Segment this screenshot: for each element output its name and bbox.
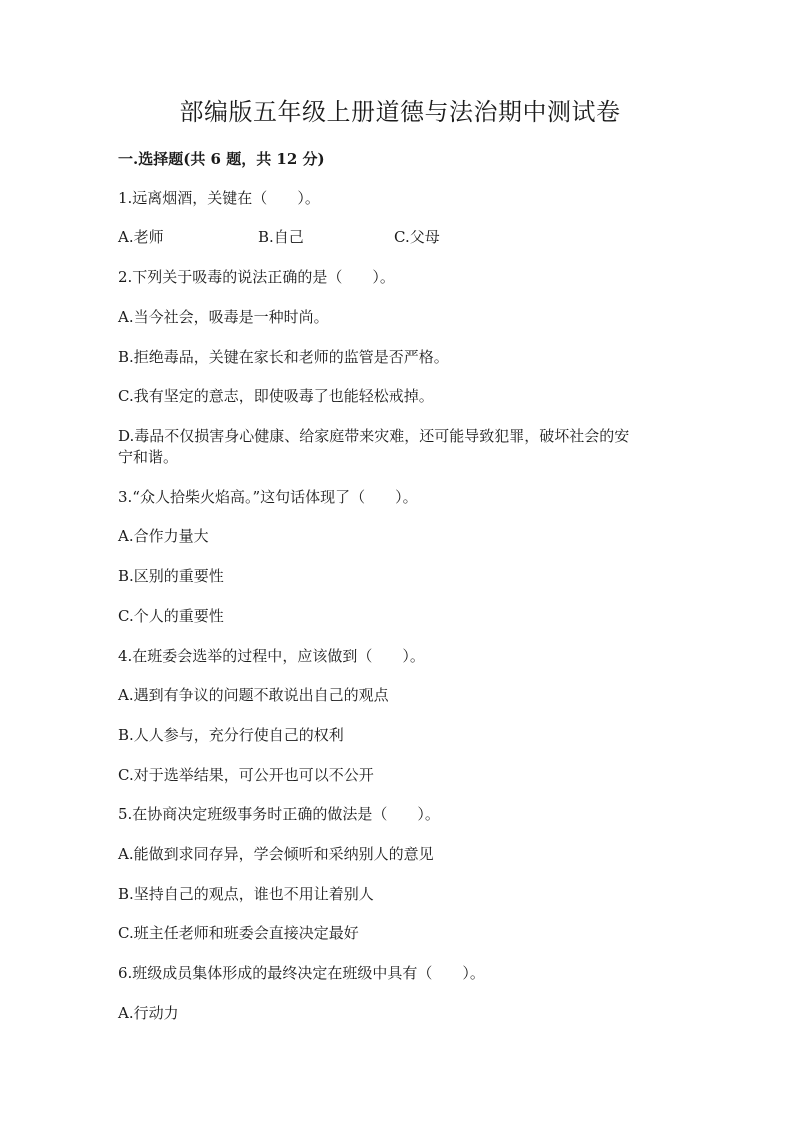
option-6-a: A.行动力 [118,1004,179,1022]
question-stem-4: 4.在班委会选举的过程中，应该做到（ ）。 [118,647,425,665]
option-2-b: B.拒绝毒品，关键在家长和老师的监管是否严格。 [118,348,449,366]
option-2-c: C.我有坚定的意志，即使吸毒了也能轻松戒掉。 [118,387,434,405]
option-1-a: A.老师 [118,228,164,246]
option-1-b: B.自己 [258,228,304,246]
option-4-b: B.人人参与，充分行使自己的权利 [118,726,344,744]
option-5-b: B.坚持自己的观点，谁也不用让着别人 [118,885,374,903]
option-3-a: A.合作力量大 [118,527,209,545]
section-heading: 一.选择题(共 6 题，共 12 分) [118,150,325,168]
option-4-a: A.遇到有争议的问题不敢说出自己的观点 [118,686,389,704]
page-title: 部编版五年级上册道德与法治期中测试卷 [179,98,621,126]
option-3-c: C.个人的重要性 [118,607,224,625]
question-stem-3: 3.“众人拾柴火焰高。”这句话体现了（ ）。 [118,488,418,506]
option-2-a: A.当今社会，吸毒是一种时尚。 [118,308,329,326]
option-4-c: C.对于选举结果，可公开也可以不公开 [118,766,374,784]
question-options-1 [118,226,678,248]
option-5-c: C.班主任老师和班委会直接决定最好 [118,924,359,942]
option-5-a: A.能做到求同存异，学会倾听和采纳别人的意见 [118,845,434,863]
option-3-b: B.区别的重要性 [118,567,224,585]
question-stem-2: 2.下列关于吸毒的说法正确的是（ ）。 [118,268,395,286]
question-stem-6: 6.班级成员集体形成的最终决定在班级中具有（ ）。 [118,964,485,982]
question-stem-5: 5.在协商决定班级事务时正确的做法是（ ）。 [118,805,440,823]
question-stem-1: 1.远离烟酒，关键在（ ）。 [118,189,320,207]
option-2-d: D.毒品不仅损害身心健康、给家庭带来灾难，还可能导致犯罪，破坏社会的安 [118,427,630,445]
option-2-d-continued: 宁和谐。 [118,448,179,466]
option-1-c: C.父母 [394,228,440,246]
